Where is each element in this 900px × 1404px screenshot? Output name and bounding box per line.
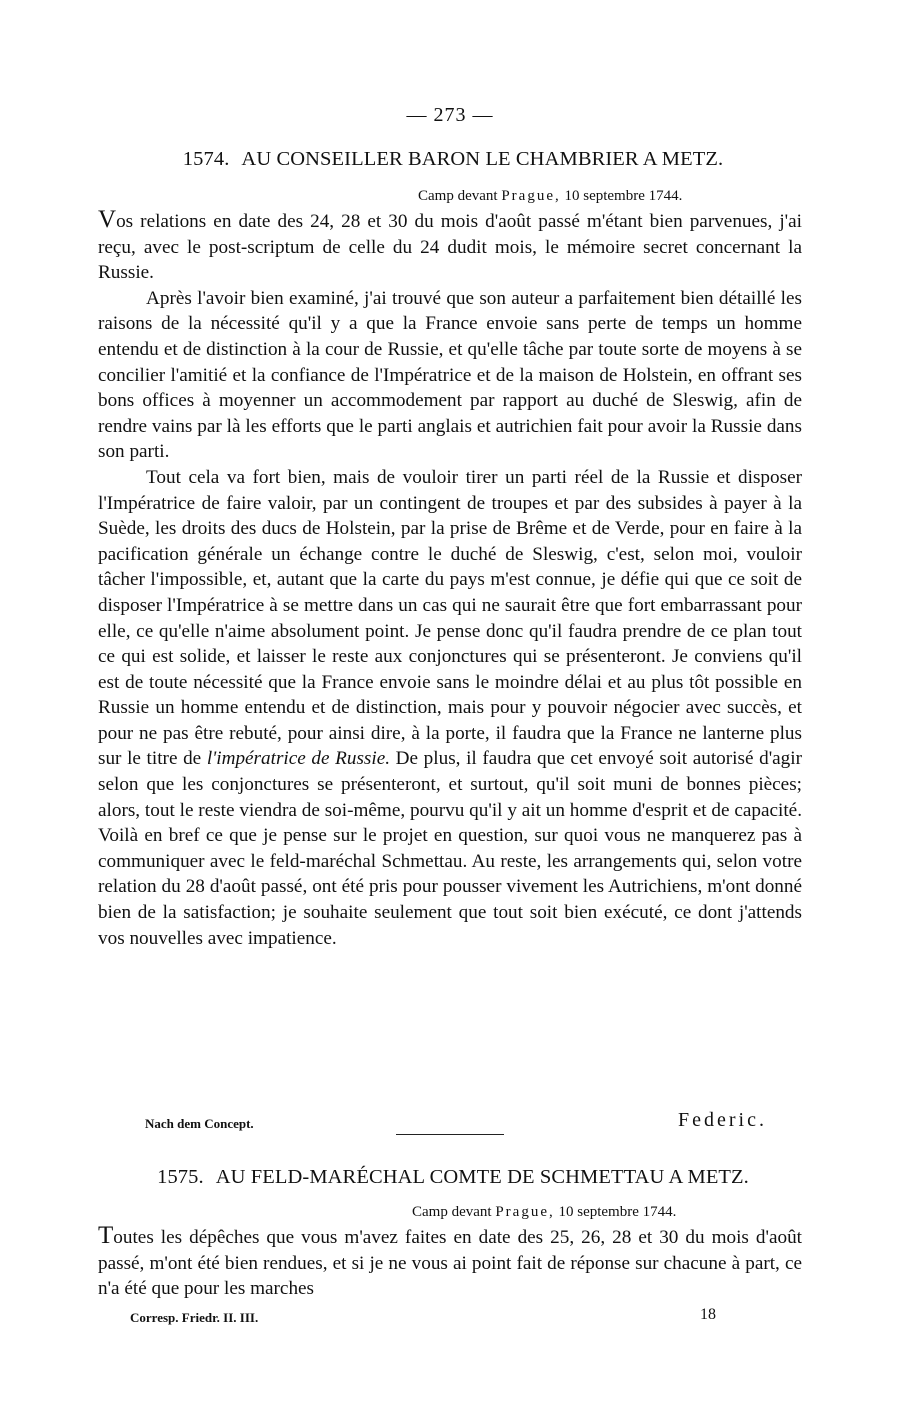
dateline-place: Prague, bbox=[501, 188, 561, 204]
dateline-1575 bbox=[412, 1204, 676, 1221]
paragraph-text: outes les dépêches que vous m'avez faites en date des 25, 26, 28 et 30 du mois d'août passé, m'ont été bien rendues, et si je ne vous ai point fait de réponse sur chacune à part, ce n'a été que pour les marches bbox=[98, 1227, 802, 1300]
dateline-prefix: Camp devant bbox=[418, 188, 498, 204]
source-note: Nach dem Concept. bbox=[145, 1116, 254, 1131]
page-number: — 273 — bbox=[406, 104, 494, 126]
letter-title: AU FELD-MARÉCHAL COMTE DE SCHMETTAU A METZ. bbox=[215, 1166, 749, 1188]
dateline-prefix: Camp devant bbox=[412, 1204, 492, 1220]
paragraph: Après l'avoir bien examiné, j'ai trouvé que son auteur a parfaitement bien détaillé les raisons de la nécessité qu'il y a que la France envoie sans perte de temps un homme entendu et de distinction à la cour de Russie, et qu'elle tâche par toute sorte de moyens à se concilier l'amitié et la confiance de l'Impératrice et de la maison de Holstein, en offrant ses bons offices à moyenner un accommodement par rapport au duché de Sleswig, afin de rendre vains par là les efforts que le parti anglais et autrichien fait pour avoir la Russie dans son parti. bbox=[98, 287, 802, 463]
section-separator bbox=[396, 1134, 504, 1135]
letter-heading-1575 bbox=[98, 1166, 808, 1189]
letter-title: AU CONSEILLER BARON LE CHAMBRIER A METZ. bbox=[241, 148, 724, 170]
footer-sheet-number: 18 bbox=[700, 1306, 716, 1323]
letter-number: 1574. bbox=[182, 148, 230, 170]
drop-capital: V bbox=[98, 206, 117, 233]
dateline-date: 10 septembre 1744. bbox=[564, 188, 683, 204]
paragraph bbox=[98, 1223, 802, 1302]
paragraph-text: De plus, il faudra que cet envoyé soit autorisé d'agir selon que les conjonctures se présenteront, et surtout, qu'il soit muni de bonnes pièces; alors, tout le reste viendra de soi-même, pourvu qu'il y ait un homme d'esprit et de capacité. Voilà en bref ce que je pense sur le projet en question, sur quoi vous ne manquerez pas à communiquer avec le feld-maréchal Schmettau. Au reste, les arrangements qui, selon votre relation du 28 d'août passé, ont été pris pour pousser vivement les Autrichiens, m'ont donné bien de la satisfaction; je souhaite seulement que tout soit bien exécuté, ce dont j'attends vos nouvelles avec impatience. bbox=[98, 748, 802, 949]
paragraph bbox=[98, 465, 802, 951]
signature: Federic. bbox=[678, 1109, 767, 1131]
paragraph-text: Tout cela va fort bien, mais de vouloir tirer un parti réel de la Russie et disposer l'Impératrice de faire valoir, par un contingent de troupes et par des subsides à payer à la Suède, les droits des ducs de Holstein, par la prise de Brême et de Verde, pour en faire à la pacification générale un échange contre le duché de Sleswig, c'est, selon moi, vouloir tâcher l'impossible, et, autant que la carte du pays m'est connue, je défie qui que ce soit de disposer l'Impératrice à se mettre dans un cas qui ne saurait être que fort embarrassant pour elle, ce qu'elle n'aime absolument point. Je pense donc qu'il faudra prendre de ce plan tout ce qui est solide, et laisser le reste aux conjonctures qui se présenteront. Je conviens qu'il est de toute nécessité que la France envoie sans le moindre délai et au plus tôt possible en Russie un homme entendu et de distinction, mais pour y pouvoir négocier avec succès, et pour ne pas être rebuté, pour ainsi dire, à la porte, il faudra que la France ne lanterne plus sur le titre de bbox=[98, 466, 802, 770]
dateline-place: Prague, bbox=[495, 1204, 555, 1220]
letter-body-1574 bbox=[98, 207, 802, 951]
footer-signature-mark: Corresp. Friedr. II. III. bbox=[130, 1310, 259, 1325]
letter-heading-1574 bbox=[98, 148, 808, 171]
paragraph bbox=[98, 207, 802, 286]
letter-body-1575 bbox=[98, 1223, 802, 1302]
paragraph-text: os relations en date des 24, 28 et 30 du mois d'août passé m'étant bien parvenues, j'ai reçu, avec le post-scriptum de celle du 24 dudit mois, le mémoire secret concernant la Russie. bbox=[98, 211, 802, 284]
dateline-date: 10 septembre 1744. bbox=[558, 1204, 677, 1220]
letter-number: 1575. bbox=[157, 1166, 204, 1188]
dateline-1574 bbox=[418, 188, 682, 205]
italic-title: l'impératrice de Russie. bbox=[206, 748, 391, 770]
drop-capital: T bbox=[98, 1222, 114, 1249]
